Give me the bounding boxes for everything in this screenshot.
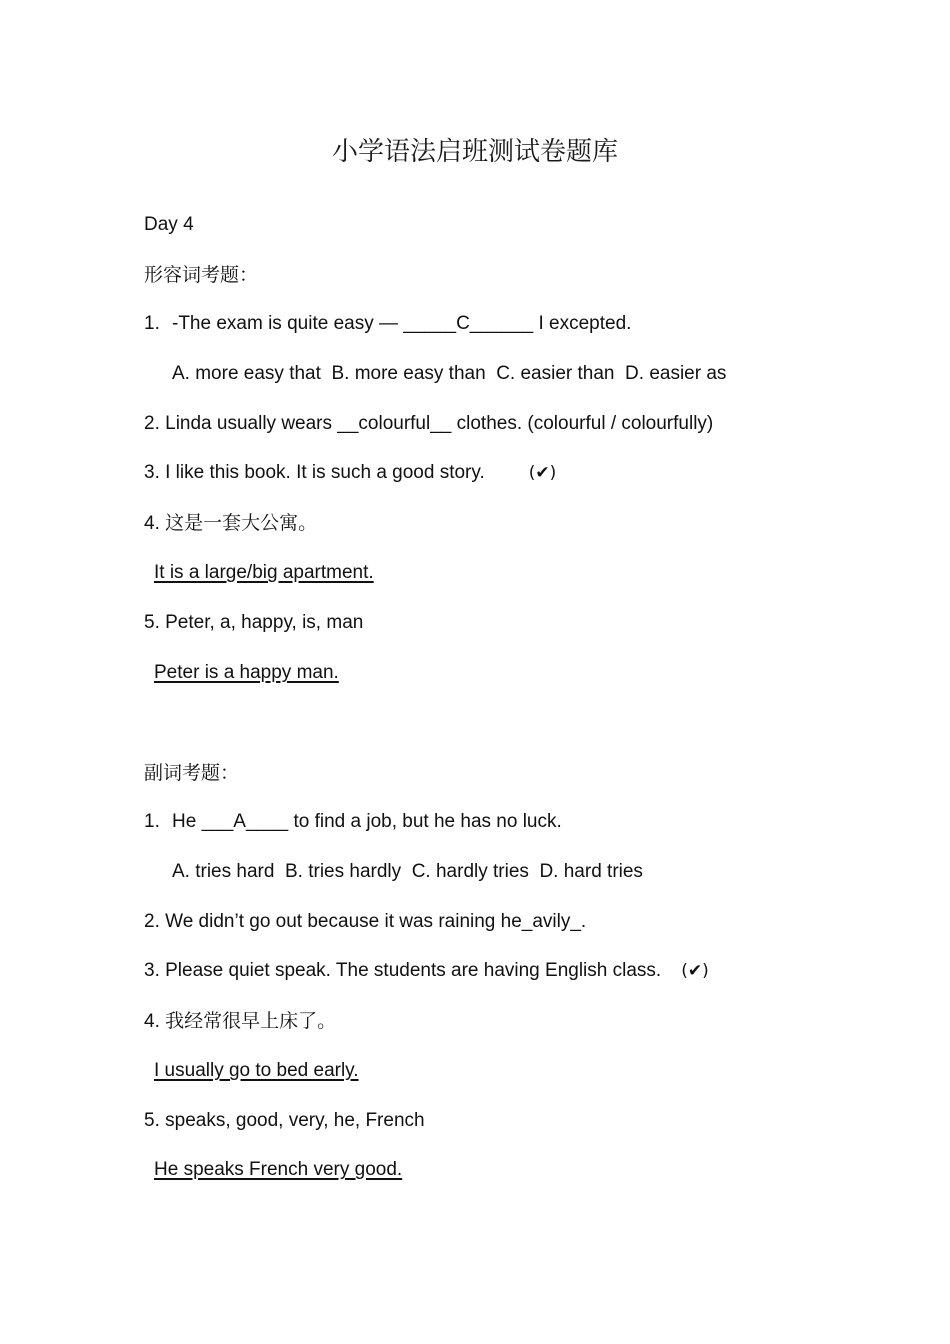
- adv-q4-answer: I usually go to bed early.: [154, 1060, 359, 1081]
- adj-q4-prefix: 4.: [144, 513, 166, 534]
- adj-q4-answer: It is a large/big apartment.: [154, 562, 374, 583]
- adj-question-4: [144, 509, 317, 538]
- adj-question-1: [144, 310, 631, 338]
- adv-q4-chinese: 我经常很早上床了。: [165, 1010, 337, 1032]
- adv-q5-answer: He speaks French very good.: [154, 1159, 403, 1180]
- adj-question-5: 5. Peter, a, happy, is, man: [144, 612, 364, 633]
- adv-question-3: [144, 957, 709, 985]
- adj-question-2: 2. Linda usually wears __colourful__ clothes. (colourful / colourfully): [144, 413, 714, 434]
- adv-q1-options: A. tries hard B. tries hardly C. hardly tries D. hard tries: [172, 861, 643, 882]
- adv-question-5: 5. speaks, good, very, he, French: [144, 1110, 425, 1131]
- adjective-section-heading: 形容词考题：: [144, 264, 259, 286]
- adv-question-4: [144, 1007, 336, 1036]
- adv-question-2: 2. We didn’t go out because it was raining he_avily_.: [144, 911, 587, 932]
- adverb-section-heading: 副词考题：: [144, 762, 240, 784]
- adv-question-1: [144, 808, 562, 836]
- adj-question-3: [144, 459, 556, 487]
- adv-q3-check-mark: (✔): [681, 961, 709, 981]
- document-title: 小学语法启班测试卷题库: [331, 137, 618, 167]
- adv-q1-text: He ___A____ to find a job, but he has no luck.: [172, 811, 562, 832]
- adv-q4-prefix: 4.: [144, 1011, 166, 1032]
- adj-q1-options: A. more easy that B. more easy than C. easier than D. easier as: [172, 363, 727, 384]
- adj-q3-text: 3. I like this book. It is such a good story.: [144, 462, 485, 483]
- adv-q1-number: 1.: [144, 811, 160, 832]
- adj-q1-text: -The exam is quite easy — _____C______ I excepted.: [172, 313, 632, 334]
- day-label: Day 4: [144, 214, 194, 235]
- adj-q1-number: 1.: [144, 313, 160, 334]
- adj-q4-chinese: 这是一套大公寓。: [165, 512, 318, 534]
- adv-q3-text: 3. Please quiet speak. The students are having English class.: [144, 960, 662, 981]
- adj-q5-answer: Peter is a happy man.: [154, 662, 339, 683]
- adj-q3-check-mark: (✔): [528, 463, 557, 483]
